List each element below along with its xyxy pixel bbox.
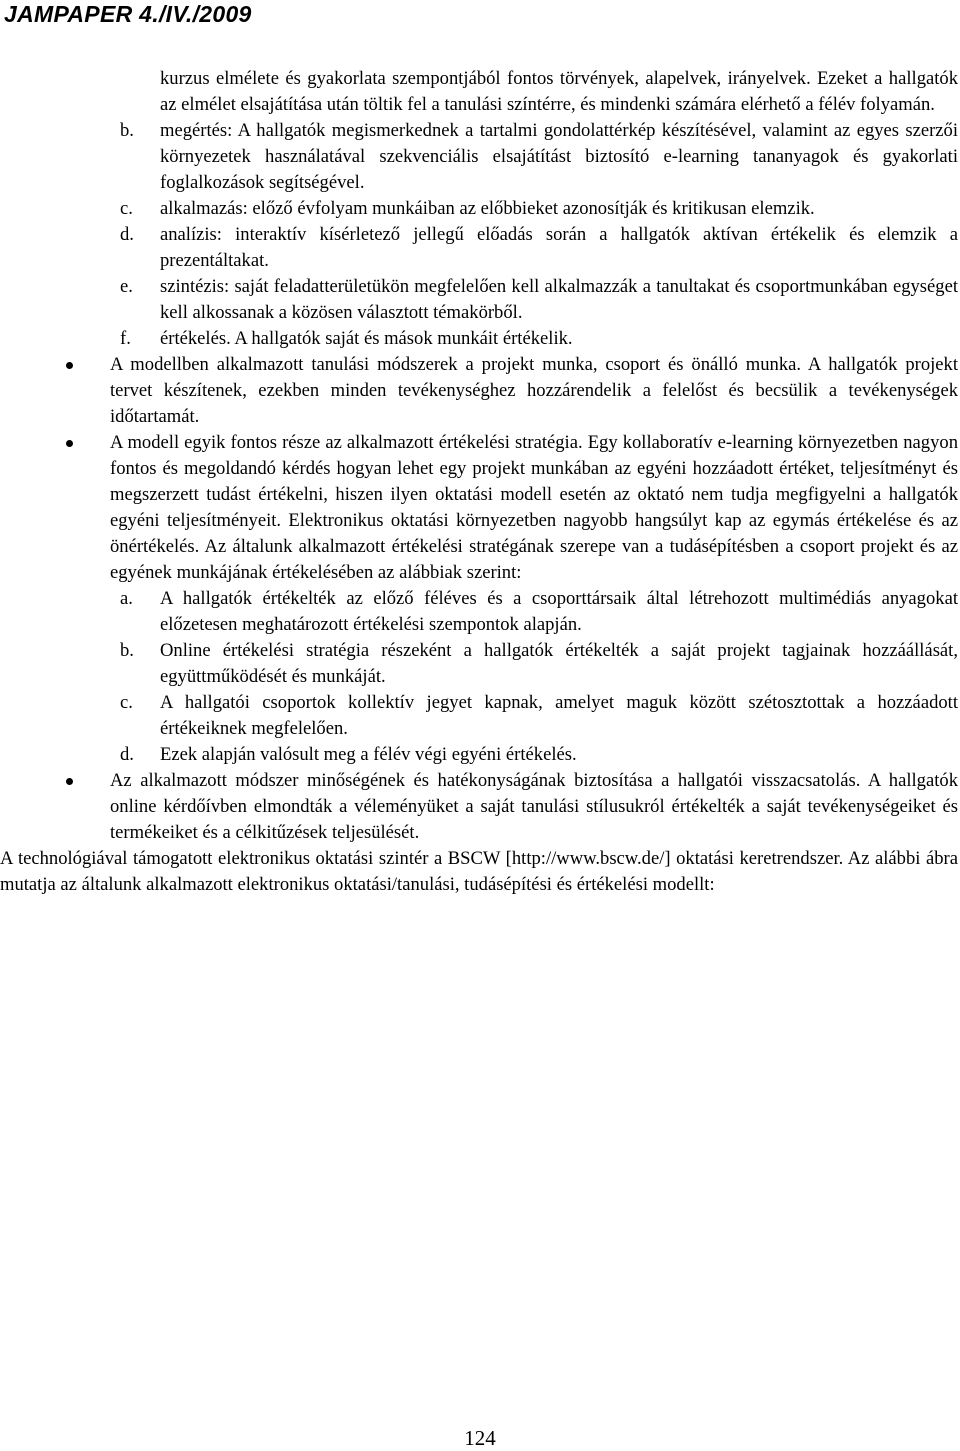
list-item-f (0, 326, 958, 352)
list-marker: e. (120, 276, 133, 297)
list-item-d (0, 222, 958, 274)
list-marker: b. (120, 640, 134, 661)
continuation-paragraph: kurzus elmélete és gyakorlata szempontjából fontos törvények, alapelvek, irányelvek. Ezeket a hallgatók az elmélet elsajátítása után töltik fel a tanulási színtérre, és mindenki számára elérhető a félév folyamán. (160, 68, 958, 115)
assessment-item-c (0, 690, 958, 742)
bullet-learning-methods (0, 352, 958, 430)
list-marker: d. (120, 224, 134, 245)
document-body (0, 66, 958, 898)
list-item-text: megértés: A hallgatók megismerkednek a tartalmi gondolattérkép készítésével, valamint az egyes szerzői környezetek használatával szekvenciális elsajátítást biztosító e-learning tananyagok és gyakorlati foglalkozások segítségével. (160, 120, 958, 193)
list-item-text: szintézis: saját feladatterületükön megfelelően kell alkalmazzák a tanultakat és csoportmunkában egységet kell alkossanak a közösen választott témakörből. (160, 276, 958, 323)
list-item-b (0, 118, 958, 196)
bullet-text: A modellben alkalmazott tanulási módszerek a projekt munka, csoport és önálló munka. A hallgatók projekt tervet készítenek, ezekben minden tevékenységhez hozzárendelik a felelőst és becsülik a tevékenységek időtartamát. (110, 354, 958, 427)
list-item-e (0, 274, 958, 326)
bullet-text: Az alkalmazott módszer minőségének és hatékonyságának biztosítása a hallgatói visszacsatolás. A hallgatók online kérdőívben elmondták a véleményüket a saját tanulási stílusukról értékelték a saját tevékenységeiket és termékeiket és a célkitűzések teljesülését. (110, 770, 958, 843)
bullet-dot-icon (66, 440, 73, 447)
journal-header: JAMPAPER 4./IV./2009 (4, 1, 252, 27)
list-marker: c. (120, 692, 133, 713)
list-item-text: analízis: interaktív kísérletező jellegű előadás során a hallgatók aktívan értékelik és elemzik a prezentáltakat. (160, 224, 958, 271)
assessment-item-b (0, 638, 958, 690)
list-item-text: A hallgatók értékelték az előző féléves és a csoporttársaik által létrehozott multimédiás anyagokat előzetesen meghatározott értékelési szempontok alapján. (160, 588, 958, 635)
list-item-text: alkalmazás: előző évfolyam munkáiban az előbbieket azonosítják és kritikusan elemzik. (160, 198, 815, 219)
list-item-text: A hallgatói csoportok kollektív jegyet kapnak, amelyet maguk között szétosztottak a hozzáadott értékeiknek megfelelően. (160, 692, 958, 739)
list-marker: b. (120, 120, 134, 141)
bullet-dot-icon (66, 362, 73, 369)
bullet-text: A modell egyik fontos része az alkalmazott értékelési stratégia. Egy kollaboratív e-learning környezetben nagyon fontos és megoldandó kérdés hogyan lehet egy projekt munkában az egyéni hozzáadott értéket, teljesítményt és megszerzett tudást értékelni, hiszen ilyen oktatási modell esetén az oktató nem tudja megfigyelni a hallgatók egyéni teljesítményeit. Elektronikus oktatási környezetben nagyobb hangsúlyt kap az egymás értékelése és az önértékelés. Az általunk alkalmazott értékelési stratégának szerepe van a tudásépítésben a csoport projekt és az egyének munkájának értékelésében az alábbiak szerint: (110, 432, 958, 583)
closing-paragraph: A technológiával támogatott elektronikus oktatási szintér a BSCW [http://www.bscw.de/] oktatási keretrendszer. Az alábbi ábra mutatja az általunk alkalmazott elektronikus oktatási/tanulási, tudásépítési és értékelési modellt: (0, 848, 958, 895)
assessment-item-d (0, 742, 958, 768)
bullet-assessment-strategy (0, 430, 958, 586)
page-number: 124 (464, 1426, 496, 1450)
list-marker: f. (120, 328, 131, 349)
list-marker: c. (120, 198, 133, 219)
list-item-c (0, 196, 958, 222)
bullet-dot-icon (66, 778, 73, 785)
list-marker: d. (120, 744, 134, 765)
list-marker: a. (120, 588, 133, 609)
list-item-text: értékelés. A hallgatók saját és mások munkáit értékelik. (160, 328, 573, 349)
assessment-item-a (0, 586, 958, 638)
list-item-text: Ezek alapján valósult meg a félév végi egyéni értékelés. (160, 744, 577, 765)
bullet-feedback (0, 768, 958, 846)
list-item-text: Online értékelési stratégia részeként a hallgatók értékelték a saját projekt tagjainak hozzáállását, együttműködését és munkáját. (160, 640, 958, 687)
